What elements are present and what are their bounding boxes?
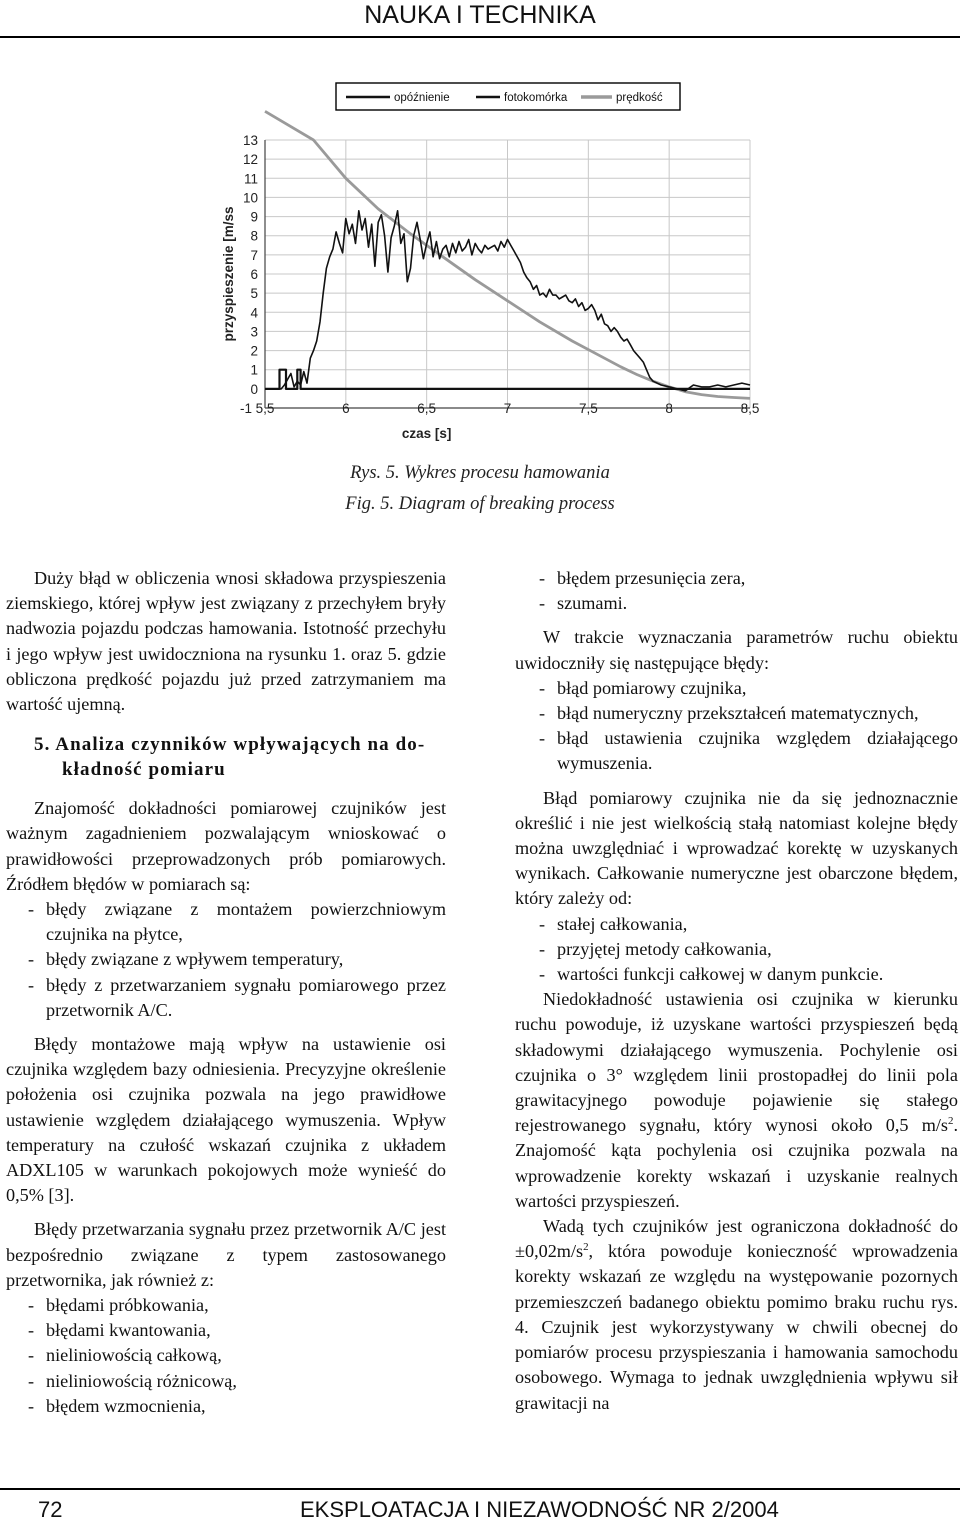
- paragraph: [515, 1214, 958, 1416]
- legend-label: fotokomórka: [504, 92, 568, 104]
- list-item: - stałej całkowania,: [515, 912, 958, 937]
- figure-caption-pl: Rys. 5. Wykres procesu hamowania: [350, 463, 610, 483]
- y-tick-label: 1: [250, 362, 258, 378]
- legend-label: prędkość: [616, 92, 663, 104]
- list-item: - błąd ustawienia czujnika względem działającego wymuszenia.: [515, 726, 958, 776]
- paragraph: Błędy montażowe mają wpływ na ustawienie osi czujnika względem bazy odniesienia. Precyzyjne określenie położenia osi czujnika pozwala na jego prawidłowe ustawienie względem działającego wymuszenia. Wpływ temperatury na czułość wskazań czujnika z układem ADXL105 w warunkach pokojowych może wynieść do 0,5% [3].: [6, 1034, 446, 1206]
- page-number: 72: [38, 1497, 63, 1522]
- integration-error-list: [515, 912, 958, 988]
- list-item: - szumami.: [515, 591, 958, 616]
- list-item: - błąd numeryczny przekształceń matematycznych,: [515, 701, 958, 726]
- paragraph: Błąd pomiarowy czujnika nie da się jednoznacznie określić i nie jest wielkością stałą natomiast kolejne błędy można uwzględniać i wprowadzać korektę w uzyskanych wynikach. Całkowanie numeryczne jest obarczone błędem, który zależy od:: [515, 787, 958, 909]
- chart-labels: [221, 133, 759, 441]
- x-tick-label: 7,5: [578, 401, 598, 416]
- y-tick-label: 5: [250, 286, 258, 302]
- right-column: [515, 566, 958, 1416]
- y-tick-label: 7: [250, 247, 258, 263]
- y-axis-label: przyspieszenie [m/ss: [221, 206, 236, 342]
- running-header: NAUKA I TECHNIKA: [364, 1, 596, 29]
- section-heading-line2: kładność pomiaru: [62, 759, 226, 781]
- list-item: - wartości funkcji całkowej w danym punkcie.: [515, 962, 958, 987]
- paragraph-text: . Znajomość kąta pochylenia osi czujnika pozwala na wprowadzenie korekty wskazań i uzyskanie realnych wartości przyspieszeń.: [515, 1115, 958, 1211]
- y-tick-label: 8: [250, 228, 258, 244]
- chart-grid: [265, 140, 750, 408]
- superscript: 2: [948, 1115, 954, 1128]
- paragraph: Duży błąd w obliczenia wnosi składowa przyspieszenia ziemskiego, której wpływ jest związany z przechyłem bryły nadwozia pojazdu podczas hamowania. Istotność przechyłu i jego wpływ jest uwidoczniona na rysunku 1. oraz 5. gdzie obliczona prędkość pojazdu już przed zatrzymaniem ma wartość ujemną.: [6, 568, 446, 715]
- y-tick-label: 11: [243, 171, 258, 187]
- y-tick-label: 4: [250, 305, 258, 321]
- y-tick-label: 12: [242, 152, 258, 168]
- y-tick-label: 2: [250, 343, 258, 359]
- chart-legend: [336, 83, 680, 110]
- x-tick-label: 8,5: [740, 401, 760, 416]
- list-item: - błąd pomiarowy czujnika,: [515, 676, 958, 701]
- list-item: - błędy z przetwarzaniem sygnału pomiarowego przez przetwornik A/C.: [6, 973, 446, 1023]
- paragraph-text: , która powoduje konieczność wprowadzenia korekty wskazań ze względu na występowanie pozornych przemieszczeń badanego obiektu pomimo braku ruchu rys. 4. Czujnik jest wykorzystywany w chwili obecnej do pomiarów procesu przyspieszania i hamowania samochodu osobowego. Wymaga to jednak uwzględnienia wpływu sił grawitacji na: [515, 1241, 958, 1413]
- superscript: 2: [583, 1241, 589, 1254]
- y-tick-label: 10: [242, 190, 258, 206]
- paragraph: Znajomość dokładności pomiarowej czujników jest ważnym zagadnieniem pozwalającym wnioskować o prawidłowości przeprowadzonych prób pomiarowych. Źródłem błędów w pomiarach są:: [6, 798, 446, 894]
- list-item: - błędy związane z wpływem temperatury,: [6, 947, 446, 972]
- list-item: - nieliniowością różnicową,: [6, 1369, 446, 1394]
- x-tick-label: 7: [503, 401, 512, 416]
- observed-errors-list: [515, 676, 958, 777]
- y-tick-label: 3: [250, 324, 258, 340]
- braking-chart: [200, 72, 770, 452]
- list-item: - błędami kwantowania,: [6, 1318, 446, 1343]
- x-tick-label: 6,5: [417, 401, 437, 416]
- paragraph-text: Niedokładność ustawienia osi czujnika w kierunku ruchu powoduje, iż uzyskane wartości przyspieszeń będą składowymi działającego wymuszenia. Pochylenie osi czujnika o 3° względem linii prostopadłej do linii pola grawitacyjnego powoduje pojawienie się stałego rejestrowanego sygnału, który wynosi około 0,5 m/s: [515, 989, 958, 1136]
- paragraph: [515, 987, 958, 1214]
- list-item: - nieliniowością całkową,: [6, 1343, 446, 1368]
- footer-rule: [0, 1488, 960, 1490]
- list-item: - błędem wzmocnienia,: [6, 1394, 446, 1419]
- left-column: [6, 566, 446, 1419]
- journal-name: EKSPLOATACJA I NIEZAWODNOŚĆ NR 2/2004: [300, 1497, 779, 1522]
- header-rule: [0, 36, 960, 38]
- error-sources-list: [6, 897, 446, 1023]
- x-tick-label: 6: [342, 401, 350, 416]
- converter-errors-list-cont: [515, 566, 958, 616]
- list-item: - błędami próbkowania,: [6, 1293, 446, 1318]
- converter-errors-list: [6, 1293, 446, 1419]
- x-tick-label: 8: [665, 401, 673, 416]
- y-tick-label: -1: [239, 401, 253, 416]
- y-tick-label: 6: [250, 267, 258, 282]
- list-item: - przyjętej metody całkowania,: [515, 937, 958, 962]
- x-tick-label: 5,5: [255, 401, 275, 416]
- list-item: - błędy związane z montażem powierzchniowym czujnika na płytce,: [6, 897, 446, 947]
- x-axis-label: czas [s]: [401, 426, 452, 441]
- y-tick-label: 13: [242, 133, 258, 148]
- y-tick-label: 0: [250, 381, 258, 397]
- figure-caption-en: Fig. 5. Diagram of breaking process: [345, 494, 615, 514]
- list-item: - błędem przesunięcia zera,: [515, 566, 958, 591]
- y-tick-label: 9: [250, 209, 258, 225]
- section-heading: [6, 732, 446, 782]
- paragraph: W trakcie wyznaczania parametrów ruchu obiektu uwidoczniły się następujące błędy:: [515, 627, 958, 673]
- paragraph: Błędy przetwarzania sygnału przez przetwornik A/C jest bezpośrednio związane z typem zastosowanego przetwornika, jak również z:: [6, 1219, 446, 1290]
- section-heading-line1: 5. Analiza czynników wpływających na do-: [34, 734, 426, 756]
- paragraph-text: Wadą tych czujników jest ograniczona dokładność do ±0,02m/s: [515, 1216, 958, 1262]
- legend-label: opóźnienie: [394, 92, 450, 104]
